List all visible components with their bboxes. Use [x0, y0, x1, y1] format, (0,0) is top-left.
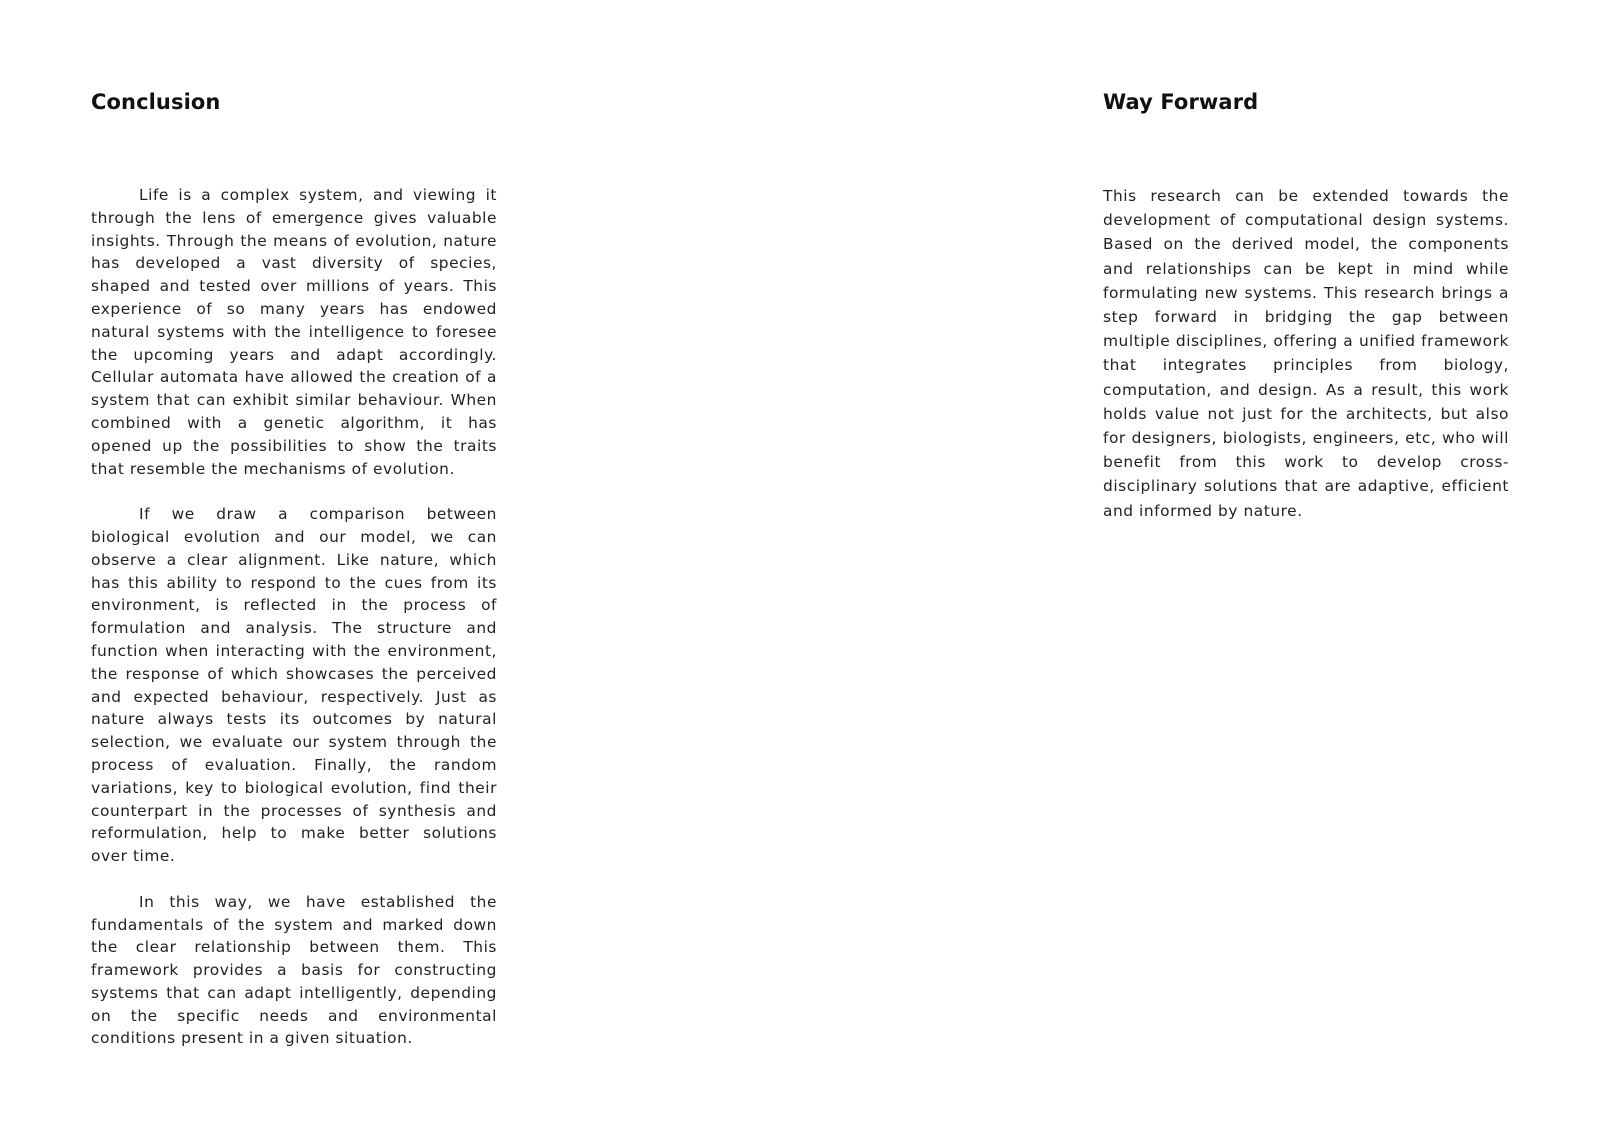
- way-forward-body: [1103, 184, 1509, 523]
- conclusion-paragraph-3: In this way, we have established the fundamentals of the system and marked down the clear relationship between them. This framework provides a basis for constructing systems that can adapt intelligently, depending on the specific needs and environmental conditions present in a given situation.: [91, 892, 497, 1048]
- way-forward-paragraph-1: This research can be extended towards the development of computational design systems. Based on the derived model, the components and relationships can be kept in mind while formulating new systems. This research brings a step forward in bridging the gap between multiple disciplines, offering a unified framework that integrates principles from biology, computation, and design. As a result, this work holds value not just for the architects, but also for designers, biologists, engineers, etc, who will benefit from this work to develop cross-disciplinary solutions that are adaptive, efficient and informed by nature.: [1103, 187, 1509, 520]
- conclusion-heading: Conclusion: [91, 90, 221, 114]
- conclusion-paragraph-1: Life is a complex system, and viewing it through the lens of emergence gives valuable insights. Through the means of evolution, nature has developed a vast diversity of species, shaped and tested over millions of years. This experience of so many years has endowed natural systems with the intelligence to foresee the upcoming years and adapt accordingly. Cellular automata have allowed the creation of a system that can exhibit similar behaviour. When combined with a genetic algorithm, it has opened up the possibilities to show the traits that resemble the mechanisms of evolution.: [91, 186, 497, 478]
- conclusion-body: [91, 184, 497, 1073]
- conclusion-paragraph-2: If we draw a comparison between biological evolution and our model, we can observe a clear alignment. Like nature, which has this ability to respond to the cues from its environment, is reflected in the process of formulation and analysis. The structure and function when interacting with the environment, the response of which showcases the perceived and expected behaviour, respectively. Just as nature always tests its outcomes by natural selection, we evaluate our system through the process of evaluation. Finally, the random variations, key to biological evolution, find their counterpart in the processes of synthesis and reformulation, help to make better solutions over time.: [91, 505, 497, 866]
- way-forward-heading: Way Forward: [1103, 90, 1259, 114]
